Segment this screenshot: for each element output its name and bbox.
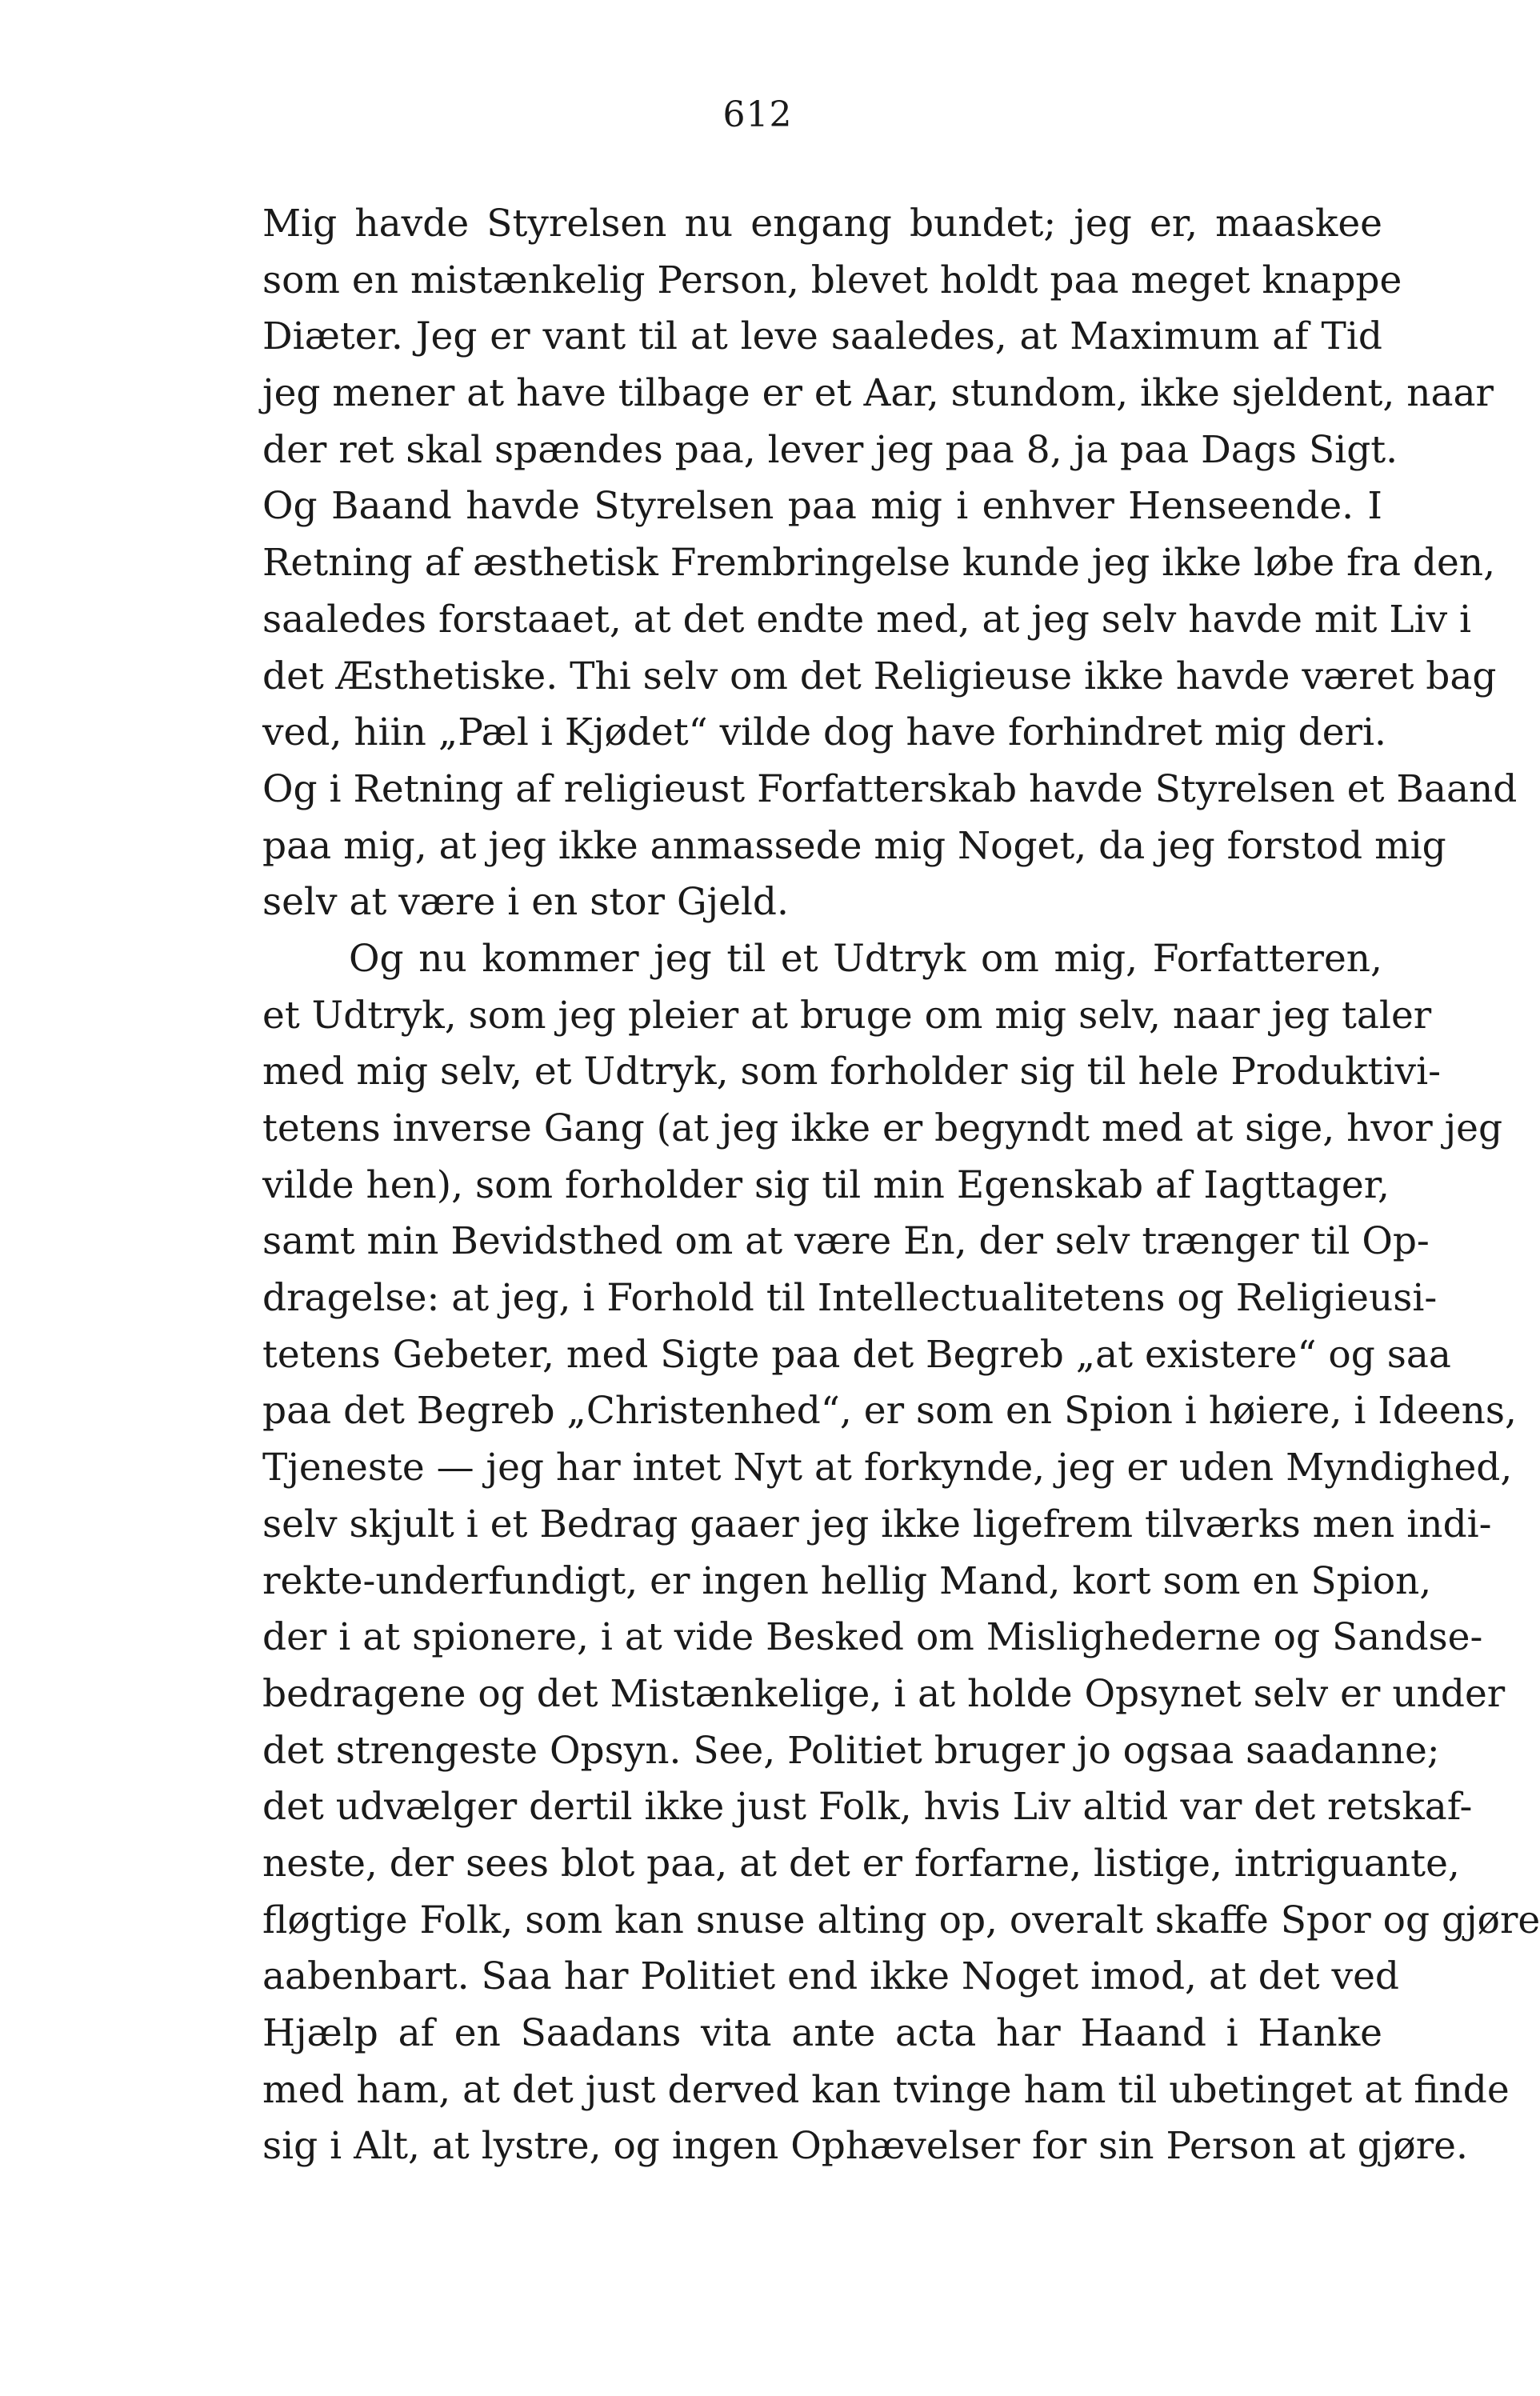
text-line: som en mistænkelig Person, blevet holdt paa meget knappe bbox=[262, 258, 1402, 302]
paragraph-2 bbox=[262, 931, 1540, 2175]
text-line: det strengeste Opsyn. See, Politiet bruger jo ogsaa saadanne; bbox=[262, 1728, 1440, 1773]
text-line: neste, der sees blot paa, at det er forfarne, listige, intriguante, bbox=[262, 1841, 1460, 1886]
text-line: Retning af æsthetisk Frembringelse kunde jeg ikke løbe fra den, bbox=[262, 541, 1496, 586]
page-number: 612 bbox=[722, 94, 793, 135]
text-line: ved, hiin „Pæl i Kjødet“ vilde dog have forhindret mig deri. bbox=[262, 710, 1386, 755]
text-line: et Udtryk, som jeg pleier at bruge om mig selv, naar jeg taler bbox=[262, 993, 1432, 1038]
text-line: Og i Retning af religieust Forfatterskab havde Styrelsen et Baand bbox=[262, 766, 1518, 811]
text-line: Og nu kommer jeg til et Udtryk om mig, Forfatteren, bbox=[349, 936, 1382, 981]
text-line: samt min Bevidsthed om at være En, der selv trænger til Op- bbox=[262, 1219, 1430, 1264]
text-line: Og Baand havde Styrelsen paa mig i enhver Henseende. I bbox=[262, 484, 1382, 529]
text-line: bedragene og det Mistænkelige, i at holde Opsynet selv er under bbox=[262, 1671, 1506, 1716]
text-line: sig i Alt, at lystre, og ingen Ophævelser for sin Person at gjøre. bbox=[262, 2124, 1468, 2169]
text-line: Tjeneste — jeg har intet Nyt at forkynde, jeg er uden Myndighed, bbox=[262, 1446, 1513, 1490]
text-line: det Æsthetiske. Thi selv om det Religieuse ikke havde været bag bbox=[262, 654, 1497, 698]
text-line: jeg mener at have tilbage er et Aar, stundom, ikke sjeldent, naar bbox=[262, 371, 1494, 416]
text-line: selv at være i en stor Gjeld. bbox=[262, 880, 789, 925]
text-line: paa mig, at jeg ikke anmassede mig Noget, da jeg forstod mig bbox=[262, 823, 1446, 868]
text-line: Mig havde Styrelsen nu engang bundet; jeg er, maaskee bbox=[262, 202, 1382, 246]
text-line: aabenbart. Saa har Politiet end ikke Noget imod, at det ved bbox=[262, 1954, 1399, 1999]
text-line: tetens inverse Gang (at jeg ikke er begyndt med at sige, hvor jeg bbox=[262, 1106, 1503, 1150]
text-line: dragelse: at jeg, i Forhold til Intellectualitetens og Religieusi- bbox=[262, 1276, 1438, 1321]
body-text bbox=[262, 196, 1540, 2175]
text-line: paa det Begreb „Christenhed“, er som en Spion i høiere, i Ideens, bbox=[262, 1389, 1517, 1434]
text-line: fløgtige Folk, som kan snuse alting op, overalt skaffe Spor og gjøre bbox=[262, 1898, 1540, 1942]
text-line: Hjælp af en Saadans vita ante acta har Haand i Hanke bbox=[262, 2011, 1382, 2055]
text-line: selv skjult i et Bedrag gaaer jeg ikke ligefrem tilværks men indi- bbox=[262, 1502, 1492, 1546]
text-line: med ham, at det just derved kan tvinge ham til ubetinget at finde bbox=[262, 2067, 1510, 2112]
text-line: saaledes forstaaet, at det endte med, at jeg selv havde mit Liv i bbox=[262, 597, 1472, 642]
text-line: Diæter. Jeg er vant til at leve saaledes, at Maximum af Tid bbox=[262, 314, 1382, 359]
text-line: vilde hen), som forholder sig til min Egenskab af Iagttager, bbox=[262, 1162, 1390, 1207]
text-line: der i at spionere, i at vide Besked om Mislighederne og Sandse- bbox=[262, 1615, 1483, 1660]
text-line: med mig selv, et Udtryk, som forholder sig til hele Produktivi- bbox=[262, 1050, 1441, 1094]
paragraph-1 bbox=[262, 196, 1518, 931]
text-line: rekte-underfundigt, er ingen hellig Mand, kort som en Spion, bbox=[262, 1558, 1432, 1603]
text-line: det udvælger dertil ikke just Folk, hvis Liv altid var det retskaf- bbox=[262, 1785, 1473, 1830]
text-line: der ret skal spændes paa, lever jeg paa 8, ja paa Dags Sigt. bbox=[262, 427, 1398, 472]
text-line: tetens Gebeter, med Sigte paa det Begreb „at existere“ og saa bbox=[262, 1332, 1451, 1377]
